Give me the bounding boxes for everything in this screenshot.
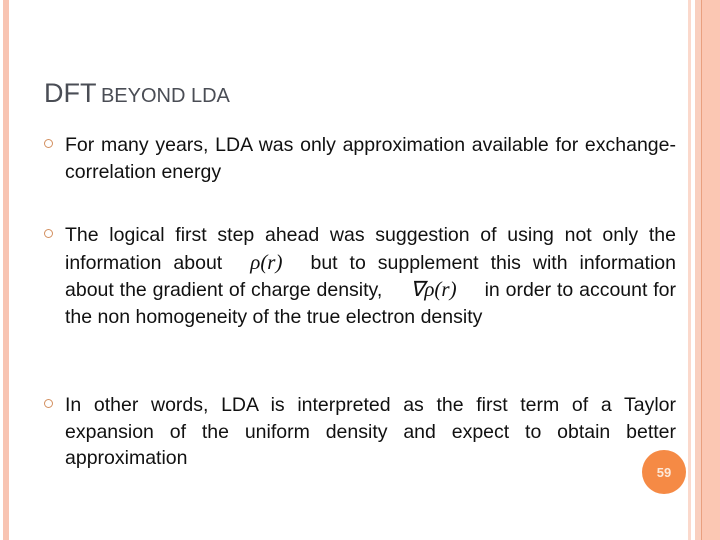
- bullet-circle-icon: [44, 229, 53, 238]
- bullet-text: For many years, LDA was only approximation available for exchange-correlation energy: [65, 134, 676, 183]
- bullet-item: [44, 392, 676, 472]
- bullet-text-part: The logical first step ahead was suggestion of using not only the information about: [65, 224, 676, 274]
- bullet-text: In other words, LDA is interpreted as the first term of a Taylor expansion of the uniform density and expect to obtain better approximation: [65, 394, 676, 469]
- math-gradient-rho: ∇ρ(r): [410, 277, 457, 301]
- right-decorative-stripe: [688, 0, 691, 540]
- math-rho-of-r: ρ(r): [250, 249, 283, 274]
- bullet-text-part: in order to account for the non homogeneity of the true electron density: [65, 279, 677, 328]
- bullet-item: [44, 132, 676, 185]
- bullet-circle-icon: [44, 399, 53, 408]
- title-main: DFT: [44, 78, 97, 108]
- left-decorative-stripe: [3, 0, 9, 540]
- bullet-text: [65, 222, 676, 330]
- bullet-item: [44, 222, 676, 330]
- page-number-badge: 59: [642, 450, 686, 494]
- title-rest: BEYOND LDA: [100, 85, 230, 107]
- bullet-text-part: but to supplement this with information about the gradient of charge density,: [65, 251, 676, 301]
- bullet-circle-icon: [44, 139, 53, 148]
- right-decorative-stripe: [702, 0, 720, 540]
- slide-title: [44, 78, 230, 109]
